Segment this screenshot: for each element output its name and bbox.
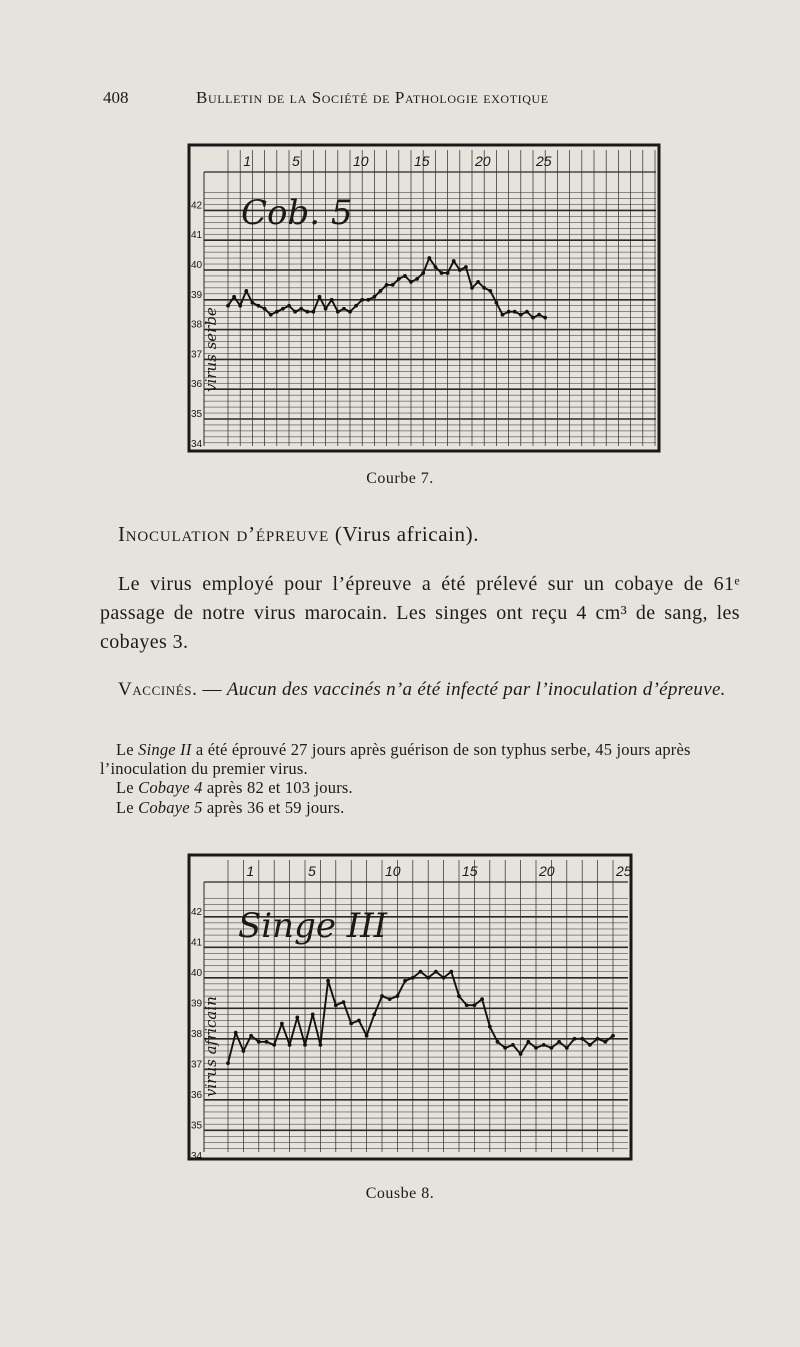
x-tick-label: 20 xyxy=(539,863,555,879)
temperature-point xyxy=(330,298,334,302)
temperature-point xyxy=(263,307,267,311)
temperature-point xyxy=(464,265,468,269)
body-paragraph xyxy=(100,570,740,657)
x-tick-label: 25 xyxy=(536,153,552,169)
temperature-point xyxy=(226,304,230,308)
temperature-point xyxy=(324,307,328,311)
y-tick-label: 36 xyxy=(191,1089,203,1101)
y-tick-label: 34 xyxy=(191,438,203,450)
temperature-point xyxy=(526,1040,530,1044)
y-tick-label: 42 xyxy=(191,200,203,212)
temperature-point xyxy=(269,313,273,317)
y-tick-label: 36 xyxy=(191,379,203,391)
temperature-point xyxy=(525,310,529,314)
temperature-point xyxy=(496,1040,500,1044)
temperature-point xyxy=(480,997,484,1001)
y-tick-label: 37 xyxy=(191,1059,203,1071)
temperature-series-line xyxy=(228,972,613,1064)
temperature-point xyxy=(244,289,248,293)
side-label: virus africain xyxy=(202,996,220,1097)
temperature-point xyxy=(272,1043,276,1047)
chart-courbe-8 xyxy=(186,852,634,1162)
temperature-point xyxy=(334,1003,338,1007)
temperature-point xyxy=(249,1034,253,1038)
temperature-point xyxy=(380,994,384,998)
chart-courbe-7 xyxy=(186,142,662,454)
temperature-point xyxy=(452,259,456,263)
temperature-point xyxy=(580,1037,584,1041)
temperature-point xyxy=(473,1003,477,1007)
temperature-point xyxy=(232,295,236,299)
temperature-point xyxy=(495,301,499,305)
x-tick-label: 10 xyxy=(353,153,369,169)
temperature-point xyxy=(565,1046,569,1050)
temperature-point xyxy=(421,271,425,275)
temperature-point xyxy=(336,310,340,314)
temperature-point xyxy=(303,1043,307,1047)
details-line-1-post: a été éprouvé 27 jours après guérison de son typhus serbe, 45 jours après l’inoculation du premier virus. xyxy=(100,740,691,778)
x-tick-label: 5 xyxy=(292,153,300,169)
temperature-point xyxy=(305,310,309,314)
temperature-point xyxy=(488,289,492,293)
x-tick-label: 1 xyxy=(246,863,255,879)
temperature-point xyxy=(342,1000,346,1004)
temperature-point xyxy=(543,316,547,320)
temperature-point xyxy=(449,970,453,974)
details-line-2-subject: Cobaye 4 xyxy=(138,778,203,797)
temperature-point xyxy=(385,283,389,287)
temperature-point xyxy=(426,976,430,980)
temperature-point xyxy=(311,1012,315,1016)
temperature-point xyxy=(295,1016,299,1020)
temperature-point xyxy=(357,1019,361,1023)
temperature-point xyxy=(588,1043,592,1047)
temperature-point xyxy=(557,1040,561,1044)
temperature-point xyxy=(537,313,541,317)
temperature-point xyxy=(427,256,431,260)
caption-courbe-8: Cousbe 8. xyxy=(365,1185,435,1202)
temperature-point xyxy=(354,304,358,308)
x-tick-label: 10 xyxy=(385,863,401,879)
temperature-point xyxy=(287,304,291,308)
temperature-point xyxy=(281,307,285,311)
temperature-point xyxy=(226,1061,230,1065)
details-line-3-subject: Cobaye 5 xyxy=(138,798,203,817)
y-tick-label: 41 xyxy=(191,230,203,242)
details-line-3-post: après 36 et 59 jours. xyxy=(202,798,345,817)
temperature-point xyxy=(488,1025,492,1029)
section-heading-smallcaps: Inoculation d’épreuve xyxy=(118,522,330,546)
details-line-1-subject: Singe II xyxy=(138,740,192,759)
temperature-point xyxy=(442,976,446,980)
y-tick-label: 37 xyxy=(191,349,203,361)
temperature-point xyxy=(440,271,444,275)
temperature-point xyxy=(257,304,261,308)
temperature-point xyxy=(603,1040,607,1044)
temperature-point xyxy=(396,994,400,998)
y-tick-label: 34 xyxy=(191,1150,203,1162)
temperature-point xyxy=(519,1052,523,1056)
y-tick-label: 35 xyxy=(191,1120,203,1132)
temperature-point xyxy=(348,310,352,314)
temperature-point xyxy=(573,1037,577,1041)
y-tick-label: 40 xyxy=(191,259,203,271)
vaccines-paragraph xyxy=(118,676,738,703)
temperature-point xyxy=(550,1046,554,1050)
temperature-point xyxy=(265,1040,269,1044)
temperature-point xyxy=(288,1043,292,1047)
grid-lines xyxy=(204,860,628,1152)
y-tick-label: 42 xyxy=(191,906,203,918)
temperature-point xyxy=(365,1034,369,1038)
temperature-point xyxy=(366,298,370,302)
temperature-point xyxy=(349,1022,353,1026)
temperature-point xyxy=(372,1012,376,1016)
temperature-point xyxy=(318,295,322,299)
details-line-3-pre: Le xyxy=(116,798,139,817)
details-line-2-post: après 82 et 103 jours. xyxy=(202,778,353,797)
temperature-point xyxy=(373,295,377,299)
vaccines-dash: — xyxy=(197,679,227,700)
page-number: 408 xyxy=(103,88,129,107)
temperature-point xyxy=(476,280,480,284)
details-line-1 xyxy=(100,740,742,778)
y-tick-label: 39 xyxy=(191,998,203,1010)
x-tick-label: 1 xyxy=(243,153,251,169)
temperature-point xyxy=(513,310,517,314)
temperature-point xyxy=(434,970,438,974)
temperature-point xyxy=(275,310,279,314)
chart-title: Singe III xyxy=(238,906,388,946)
temperature-point xyxy=(534,1046,538,1050)
details-line-2-pre: Le xyxy=(116,778,139,797)
temperature-point xyxy=(470,286,474,290)
temperature-point xyxy=(409,280,413,284)
temperature-point xyxy=(251,301,255,305)
temperature-point xyxy=(411,976,415,980)
temperature-point xyxy=(388,997,392,1001)
temperature-point xyxy=(531,316,535,320)
side-label: virus serbe xyxy=(202,307,220,392)
y-tick-label: 41 xyxy=(191,937,203,949)
temperature-point xyxy=(482,286,486,290)
chart-frame xyxy=(189,145,659,451)
x-tick-label: 25 xyxy=(616,863,632,879)
temperature-point xyxy=(391,283,395,287)
temperature-point xyxy=(299,307,303,311)
body-paragraph-text: Le virus employé pour l’épreuve a été prélevé sur un cobaye de 61ᵉ passage de notre virus marocain. Les singes ont reçu 4 cm³ de sang, les cobayes 3. xyxy=(100,573,740,653)
temperature-point xyxy=(611,1034,615,1038)
temperature-point xyxy=(596,1037,600,1041)
y-tick-label: 38 xyxy=(191,1028,203,1040)
temperature-point xyxy=(446,271,450,275)
temperature-point xyxy=(507,310,511,314)
x-tick-label: 15 xyxy=(462,863,478,879)
temperature-point xyxy=(419,970,423,974)
section-heading xyxy=(118,522,479,547)
details-line-2 xyxy=(100,778,742,797)
temperature-point xyxy=(458,268,462,272)
temperature-point xyxy=(397,277,401,281)
running-title: Bulletin de la Société de Pathologie exotique xyxy=(196,88,549,107)
chart-title: Cob. 5 xyxy=(241,193,353,233)
x-tick-label: 5 xyxy=(308,863,316,879)
temperature-point xyxy=(519,313,523,317)
temperature-point xyxy=(319,1043,323,1047)
temperature-point xyxy=(465,1003,469,1007)
temperature-point xyxy=(434,265,438,269)
temperature-point xyxy=(326,979,330,983)
vaccines-label: Vaccinés. xyxy=(118,679,198,700)
temperature-point xyxy=(280,1022,284,1026)
y-tick-label: 38 xyxy=(191,319,203,331)
x-tick-label: 20 xyxy=(475,153,491,169)
temperature-point xyxy=(234,1031,238,1035)
y-tick-label: 35 xyxy=(191,408,203,420)
temperature-point xyxy=(379,289,383,293)
details-line-1-pre: Le xyxy=(116,740,139,759)
details-line-3 xyxy=(100,798,742,817)
temperature-point xyxy=(511,1043,515,1047)
vaccines-statement: Aucun des vaccinés n’a été infecté par l’inoculation d’épreuve. xyxy=(226,679,726,700)
temperature-point xyxy=(257,1040,261,1044)
temperature-point xyxy=(238,304,242,308)
chart-frame xyxy=(189,855,631,1159)
temperature-point xyxy=(542,1043,546,1047)
temperature-point xyxy=(242,1049,246,1053)
temperature-point xyxy=(503,1046,507,1050)
y-tick-label: 39 xyxy=(191,289,203,301)
temperature-point xyxy=(312,310,316,314)
temperature-point xyxy=(403,274,407,278)
x-tick-label: 15 xyxy=(414,153,430,169)
temperature-point xyxy=(360,298,364,302)
section-heading-rest: (Virus africain). xyxy=(329,522,480,546)
temperature-point xyxy=(342,307,346,311)
temperature-point xyxy=(415,277,419,281)
temperature-point xyxy=(501,313,505,317)
y-tick-label: 40 xyxy=(191,967,203,979)
temperature-point xyxy=(293,310,297,314)
temperature-point xyxy=(457,994,461,998)
caption-courbe-7: Courbe 7. xyxy=(366,470,434,487)
temperature-point xyxy=(403,979,407,983)
